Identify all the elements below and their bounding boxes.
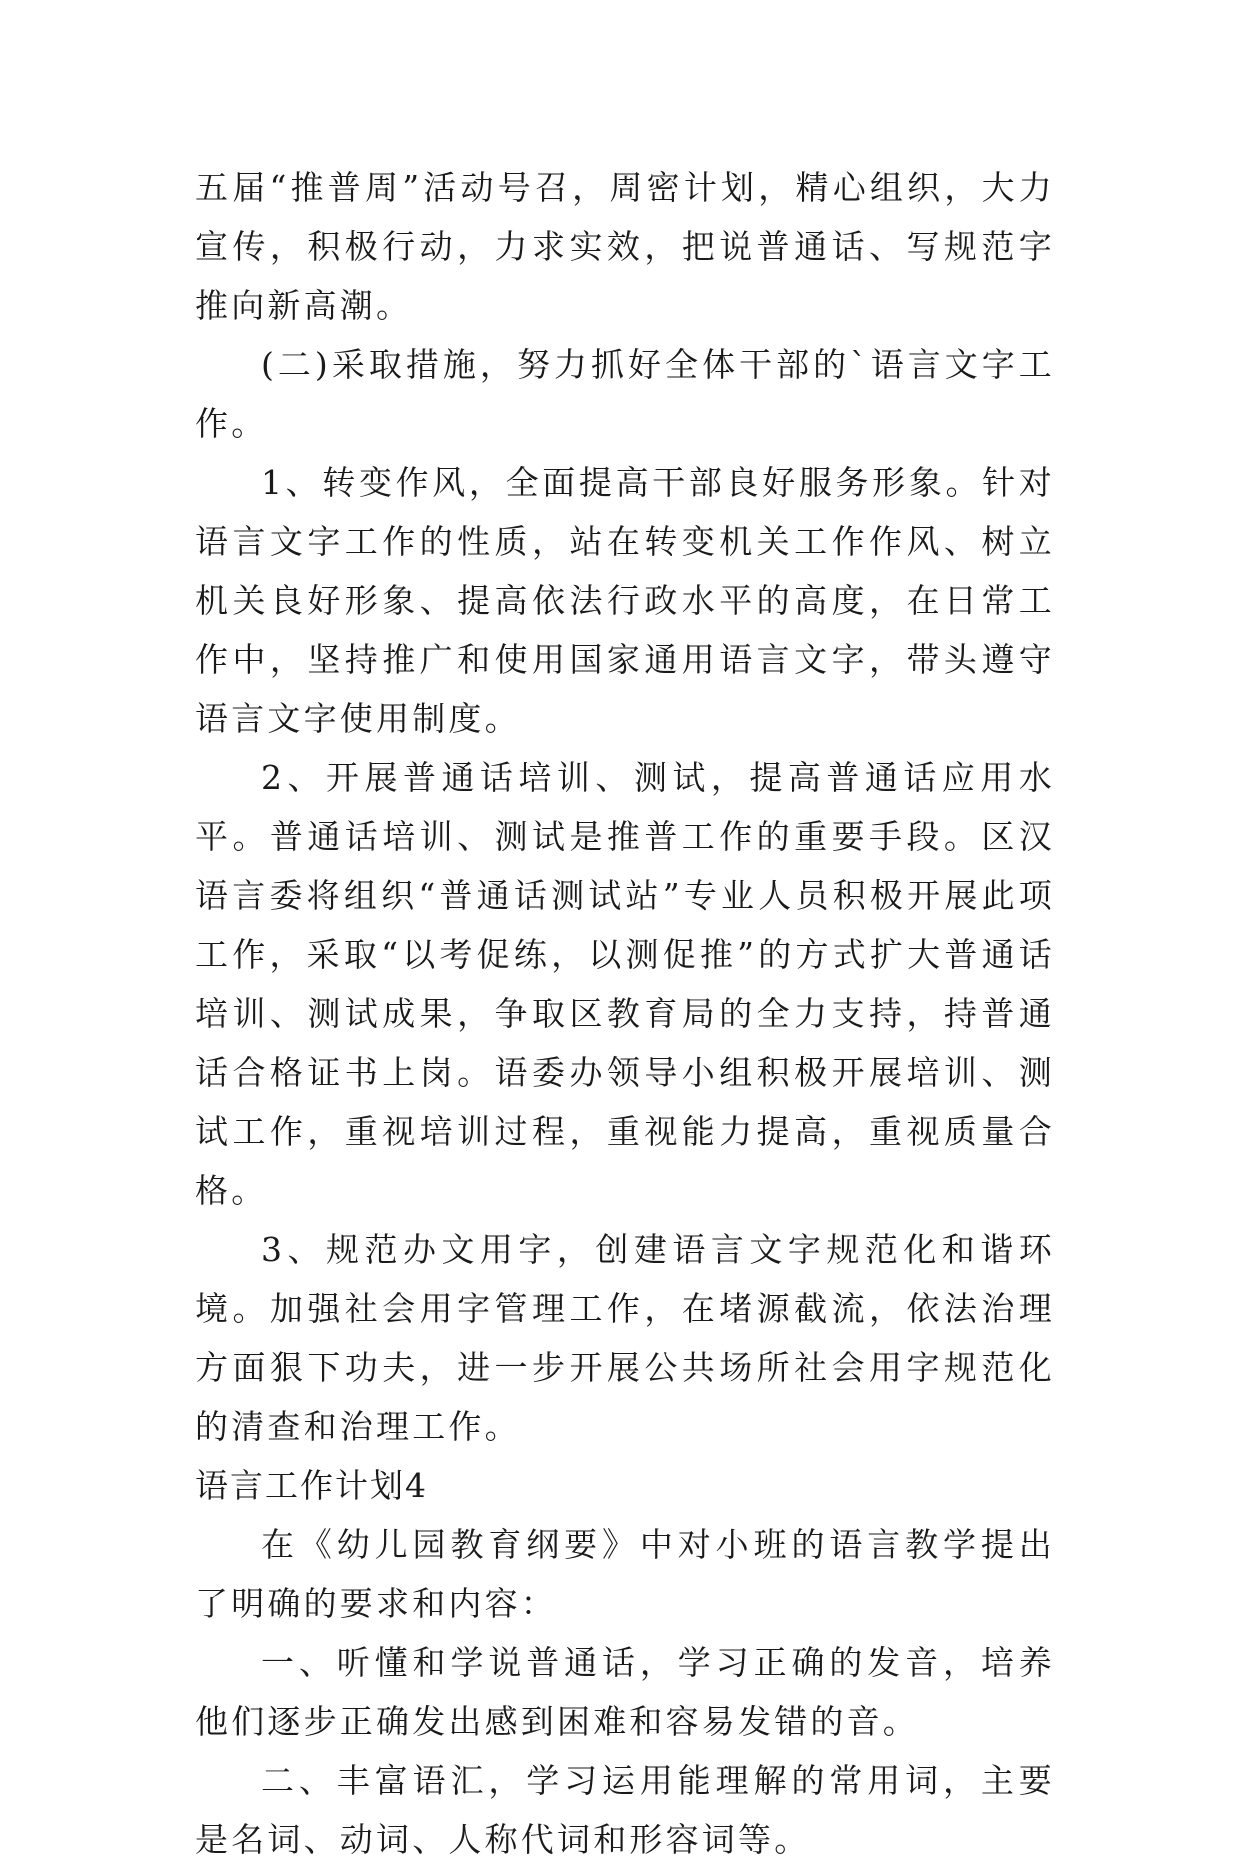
paragraph-item-3: 3、规范办文用字，创建语言文字规范化和谐环境。加强社会用字管理工作，在堵源截流，依法治理方面狠下功夫，进一步开展公共场所社会用字规范化的清查和治理工作。 [195,1230,1055,1446]
section-intro-paragraph: 在《幼儿园教育纲要》中对小班的语言教学提出了明确的要求和内容： [195,1525,1055,1623]
paragraph-measures-heading: (二)采取措施，努力抓好全体干部的`语言文字工作。 [195,345,1055,443]
paragraph-item-2: 2、开展普通话培训、测试，提高普通话应用水平。普通话培训、测试是推普工作的重要手段。区汉语言委将组织“普通话测试站”专业人员积极开展此项工作，采取“以考促练，以测促推”的方式扩大普通话培训、测试成果，争取区教育局的全力支持，持普通话合格证书上岗。语委办领导小组积极开展培训、测试工作，重视培训过程，重视能力提高，重视质量合格。 [195,758,1055,1210]
document-body [195,158,1055,1869]
section-item-1: 一、听懂和学说普通话，学习正确的发音，培养他们逐步正确发出感到困难和容易发错的音。 [195,1643,1055,1741]
paragraph-continuation: 五届“推普周”活动号召，周密计划，精心组织，大力宣传，积极行动，力求实效，把说普通话、写规范字推向新高潮。 [195,168,1055,325]
section-title: 语言工作计划4 [195,1466,428,1505]
paragraph-item-1: 1、转变作风，全面提高干部良好服务形象。针对语言文字工作的性质，站在转变机关工作作风、树立机关良好形象、提高依法行政水平的高度，在日常工作中，坚持推广和使用国家通用语言文字，带头遵守语言文字使用制度。 [195,463,1055,738]
section-item-2: 二、丰富语汇，学习运用能理解的常用词，主要是名词、动词、人称代词和形容词等。 [195,1761,1055,1859]
